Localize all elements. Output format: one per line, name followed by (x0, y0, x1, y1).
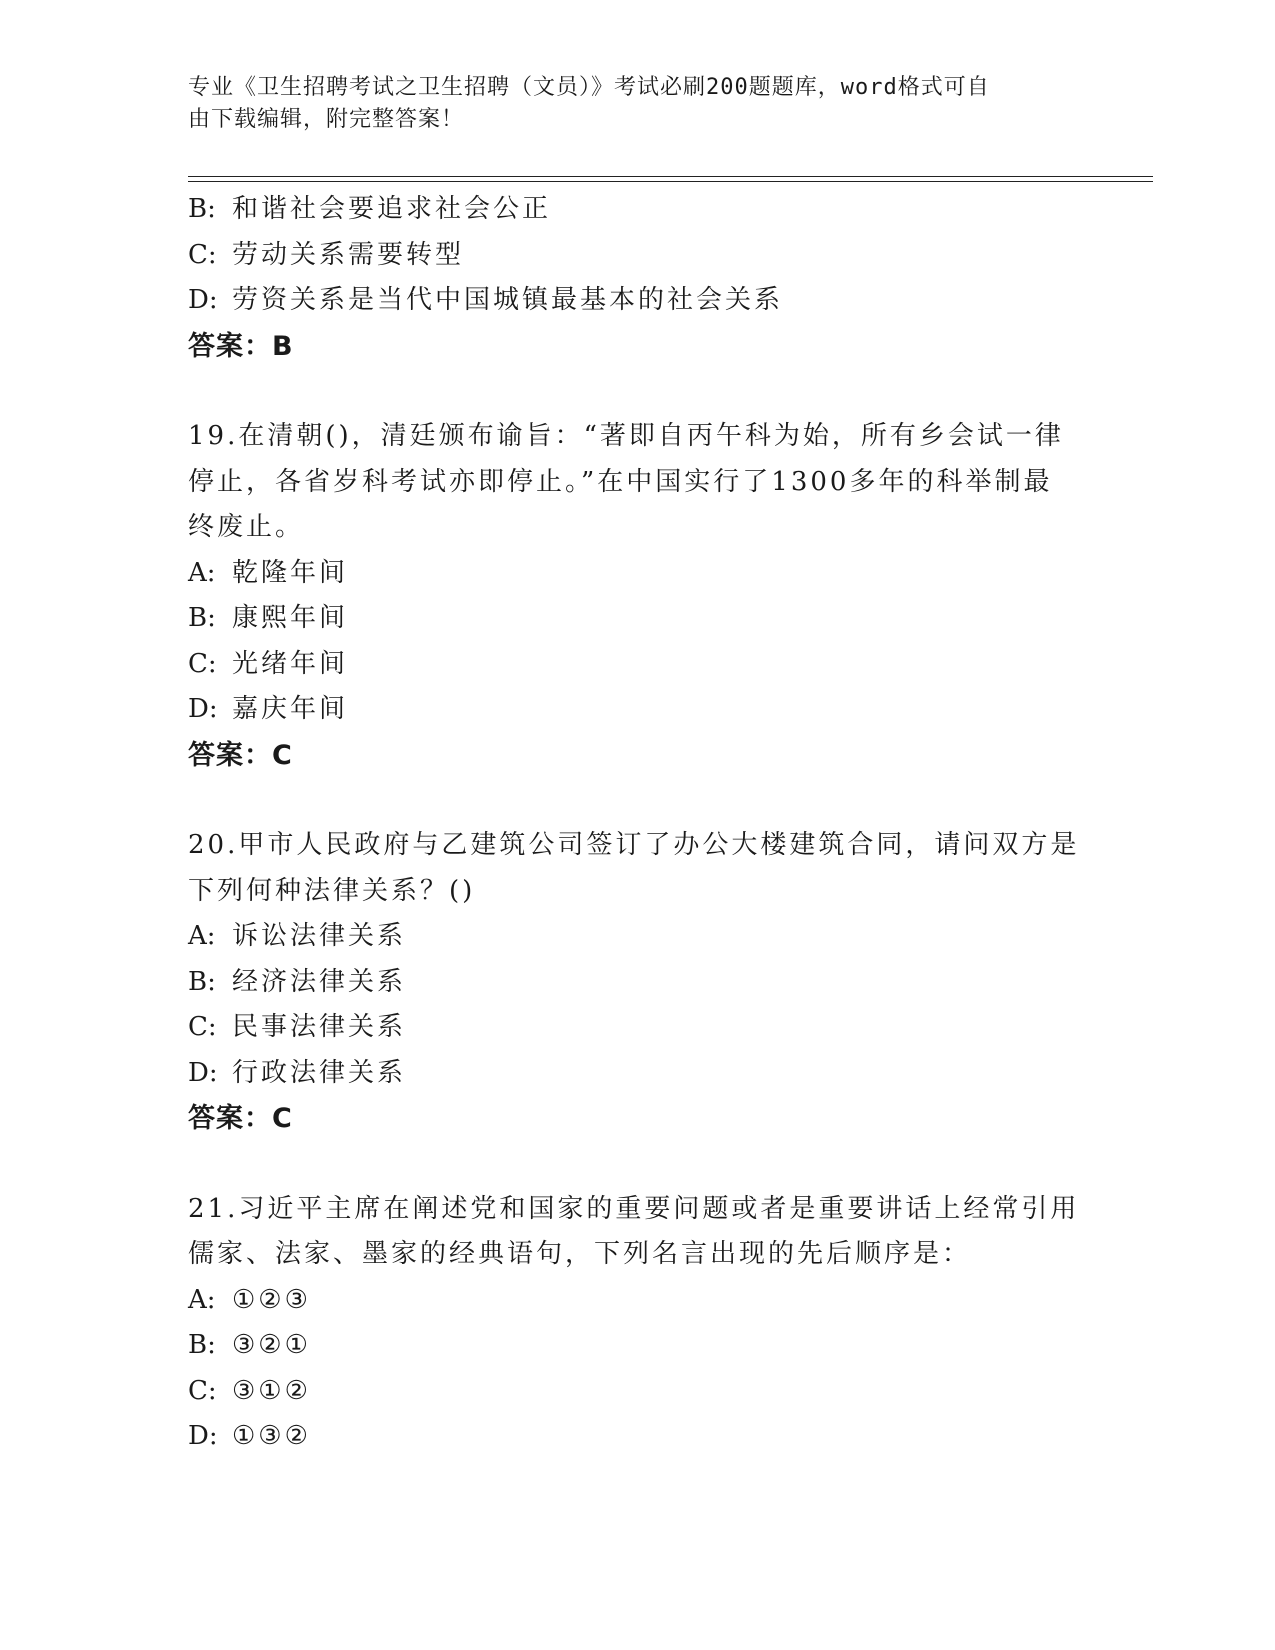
stem-line: 21.习近平主席在阐述党和国家的重要问题或者是重要讲话上经常引用 (188, 1193, 1080, 1224)
option-text: 劳动关系需要转型 (232, 239, 465, 270)
answer-line: 答案：B (188, 330, 294, 362)
answer-line: 答案：C (188, 739, 293, 771)
option-key: C: (188, 1375, 217, 1406)
option-key: A: (188, 921, 216, 951)
option-text: 和谐社会要追求社会公正 (232, 194, 552, 224)
option-key: B: (188, 1330, 216, 1360)
option-b (188, 1323, 1088, 1369)
option-text: ③②① (232, 1330, 311, 1360)
document-body (188, 187, 1088, 1460)
header-rule-bottom (188, 181, 1153, 182)
option-text: 民事法律关系 (232, 1012, 407, 1042)
option-text: ①②③ (232, 1284, 311, 1315)
header-line-1: 专业《卫生招聘考试之卫生招聘（文员）》考试必刷200题题库，word格式可自 (188, 75, 990, 100)
option-b (188, 187, 1088, 233)
option-d (188, 1414, 1088, 1460)
option-key: B: (188, 603, 216, 633)
option-a (188, 551, 1088, 597)
option-key: B: (188, 966, 216, 997)
question-21 (188, 1187, 1088, 1460)
stem-line: 终废止。 (188, 512, 305, 542)
option-key: A: (188, 557, 216, 588)
option-text: 劳资关系是当代中国城镇最基本的社会关系 (232, 285, 784, 315)
option-text: 诉讼法律关系 (232, 921, 407, 951)
header-line-2: 由下载编辑，附完整答案！ (188, 107, 465, 132)
option-key: C: (188, 239, 217, 270)
option-text: 乾隆年间 (232, 557, 349, 588)
option-c (188, 233, 1088, 279)
question-stem (188, 823, 1078, 914)
option-b (188, 596, 1088, 642)
option-b (188, 960, 1088, 1006)
spacer (188, 778, 1088, 823)
option-key: C: (188, 1012, 217, 1042)
option-key: C: (188, 648, 217, 679)
question-19 (188, 414, 1088, 778)
option-text: 行政法律关系 (232, 1057, 407, 1088)
question-stem (188, 1187, 1078, 1278)
option-key: D: (188, 1421, 218, 1451)
option-d (188, 278, 1088, 324)
option-key: A: (188, 1284, 216, 1315)
stem-line: 儒家、法家、墨家的经典语句，下列名言出现的先后顺序是： (188, 1239, 972, 1269)
spacer (188, 1142, 1088, 1187)
option-c (188, 1369, 1088, 1415)
option-text: 经济法律关系 (232, 966, 407, 997)
option-text: 康熙年间 (232, 603, 349, 633)
stem-line: 下列何种法律关系？() (188, 875, 476, 906)
option-text: ①③② (232, 1421, 311, 1451)
stem-line: 20.甲市人民政府与乙建筑公司签订了办公大楼建筑合同，请问双方是 (188, 830, 1080, 860)
option-d (188, 687, 1088, 733)
document-header (188, 72, 1068, 136)
header-rule-top (188, 176, 1153, 177)
option-a (188, 914, 1088, 960)
option-text: 光绪年间 (232, 648, 349, 679)
stem-line: 停止，各省岁科考试亦即停止。”在中国实行了1300多年的科举制最 (188, 466, 1053, 497)
option-a (188, 1278, 1088, 1324)
answer-line: 答案：C (188, 1103, 293, 1134)
option-d (188, 1051, 1088, 1097)
question-stem (188, 414, 1078, 551)
option-key: B: (188, 194, 216, 224)
option-key: D: (188, 1057, 218, 1088)
stem-line: 19.在清朝()，清廷颁布谕旨：“著即自丙午科为始，所有乡会试一律 (188, 421, 1064, 451)
option-key: D: (188, 694, 218, 724)
option-c (188, 642, 1088, 688)
option-c (188, 1005, 1088, 1051)
spacer (188, 369, 1088, 414)
question-20 (188, 823, 1088, 1142)
prev-question-block (188, 187, 1088, 369)
option-text: ③①② (232, 1375, 311, 1406)
option-key: D: (188, 285, 218, 315)
option-text: 嘉庆年间 (232, 694, 349, 724)
